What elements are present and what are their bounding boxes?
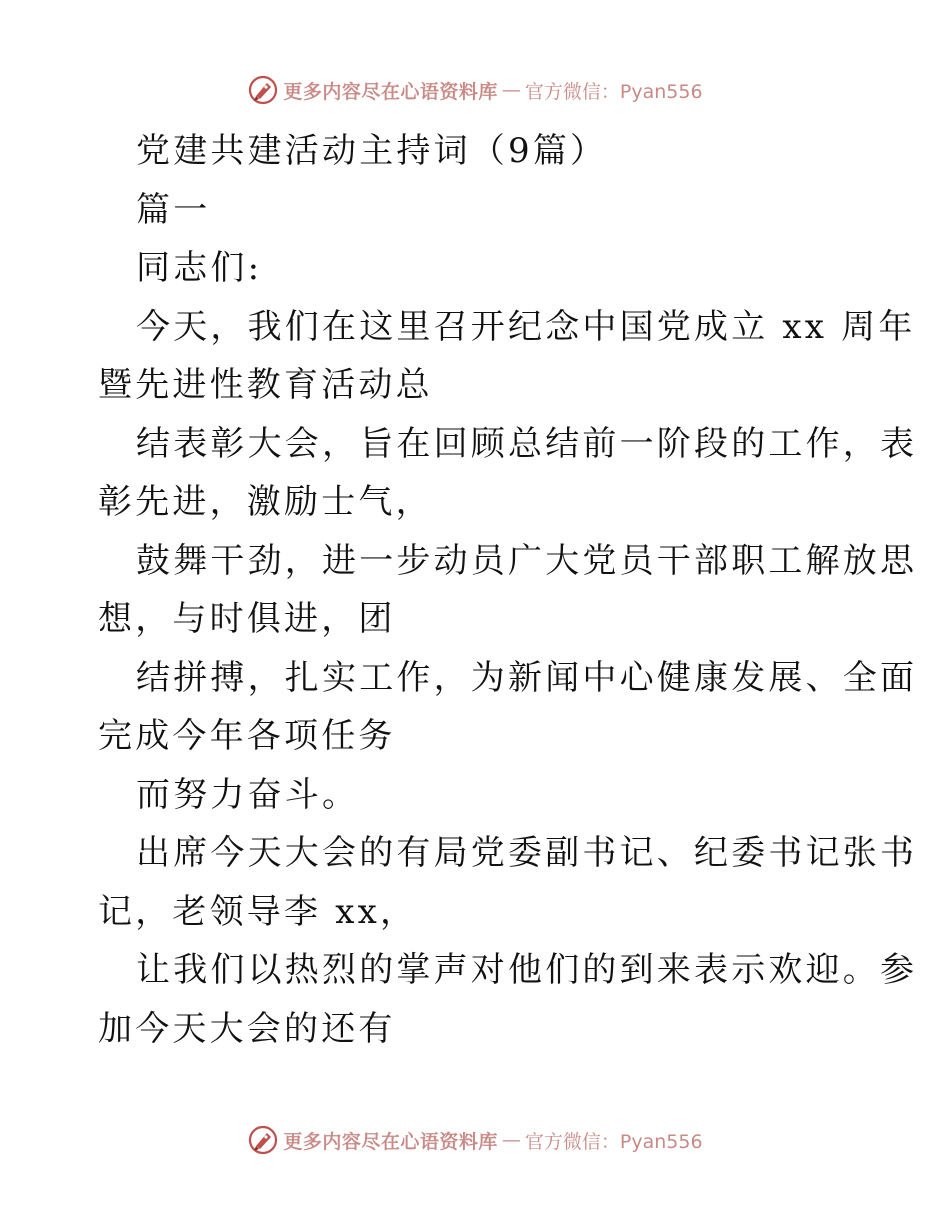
pen-nib-logo-icon — [247, 1124, 279, 1156]
paragraph-line: 出席今天大会的有局党委副书记、纪委书记张书 — [136, 833, 918, 873]
watermark-wechat-text: 官方微信：Pyan556 — [524, 1130, 703, 1153]
paragraph-line: 加今天大会的还有 — [98, 1008, 396, 1049]
section-heading: 篇一 — [136, 189, 211, 230]
paragraph-line: 今天，我们在这里召开纪念中国党成立 xx 周年 — [136, 306, 916, 347]
salutation: 同志们: — [136, 248, 263, 288]
watermark-site-text: 更多内容尽在心语资料库 — [283, 80, 498, 103]
pen-nib-logo-icon — [247, 74, 279, 106]
paragraph-line: 彰先进，激励士气， — [98, 482, 433, 522]
watermark-group — [247, 1124, 702, 1156]
paragraph-line: 让我们以热烈的掌声对他们的到来表示欢迎。参 — [136, 950, 918, 990]
paragraph-line: 想，与时俱进，团 — [98, 599, 396, 639]
paragraph-line: 记，老领导李 xx， — [98, 891, 418, 932]
watermark-dash: — — [501, 79, 521, 101]
watermark-wechat-text: 官方微信：Pyan556 — [524, 80, 703, 103]
paragraph-line: 结表彰大会，旨在回顾总结前一阶段的工作，表 — [136, 423, 918, 464]
paragraph-line: 完成今年各项任务 — [98, 716, 396, 756]
paragraph-line: 暨先进性教育活动总 — [98, 365, 433, 405]
paragraph-line: 而努力奋斗。 — [136, 774, 360, 815]
watermark-site-text: 更多内容尽在心语资料库 — [283, 1130, 498, 1153]
paragraph-line: 结拼搏，扎实工作，为新闻中心健康发展、全面 — [136, 657, 918, 698]
footer-watermark — [0, 1120, 950, 1160]
watermark-dash: — — [501, 1129, 521, 1151]
watermark-group — [247, 74, 702, 106]
header-watermark — [0, 70, 950, 110]
document-body — [98, 122, 918, 1058]
paragraph-line: 鼓舞干劲，进一步动员广大党员干部职工解放思 — [136, 540, 918, 581]
document-title: 党建共建活动主持词（9篇） — [136, 131, 608, 171]
